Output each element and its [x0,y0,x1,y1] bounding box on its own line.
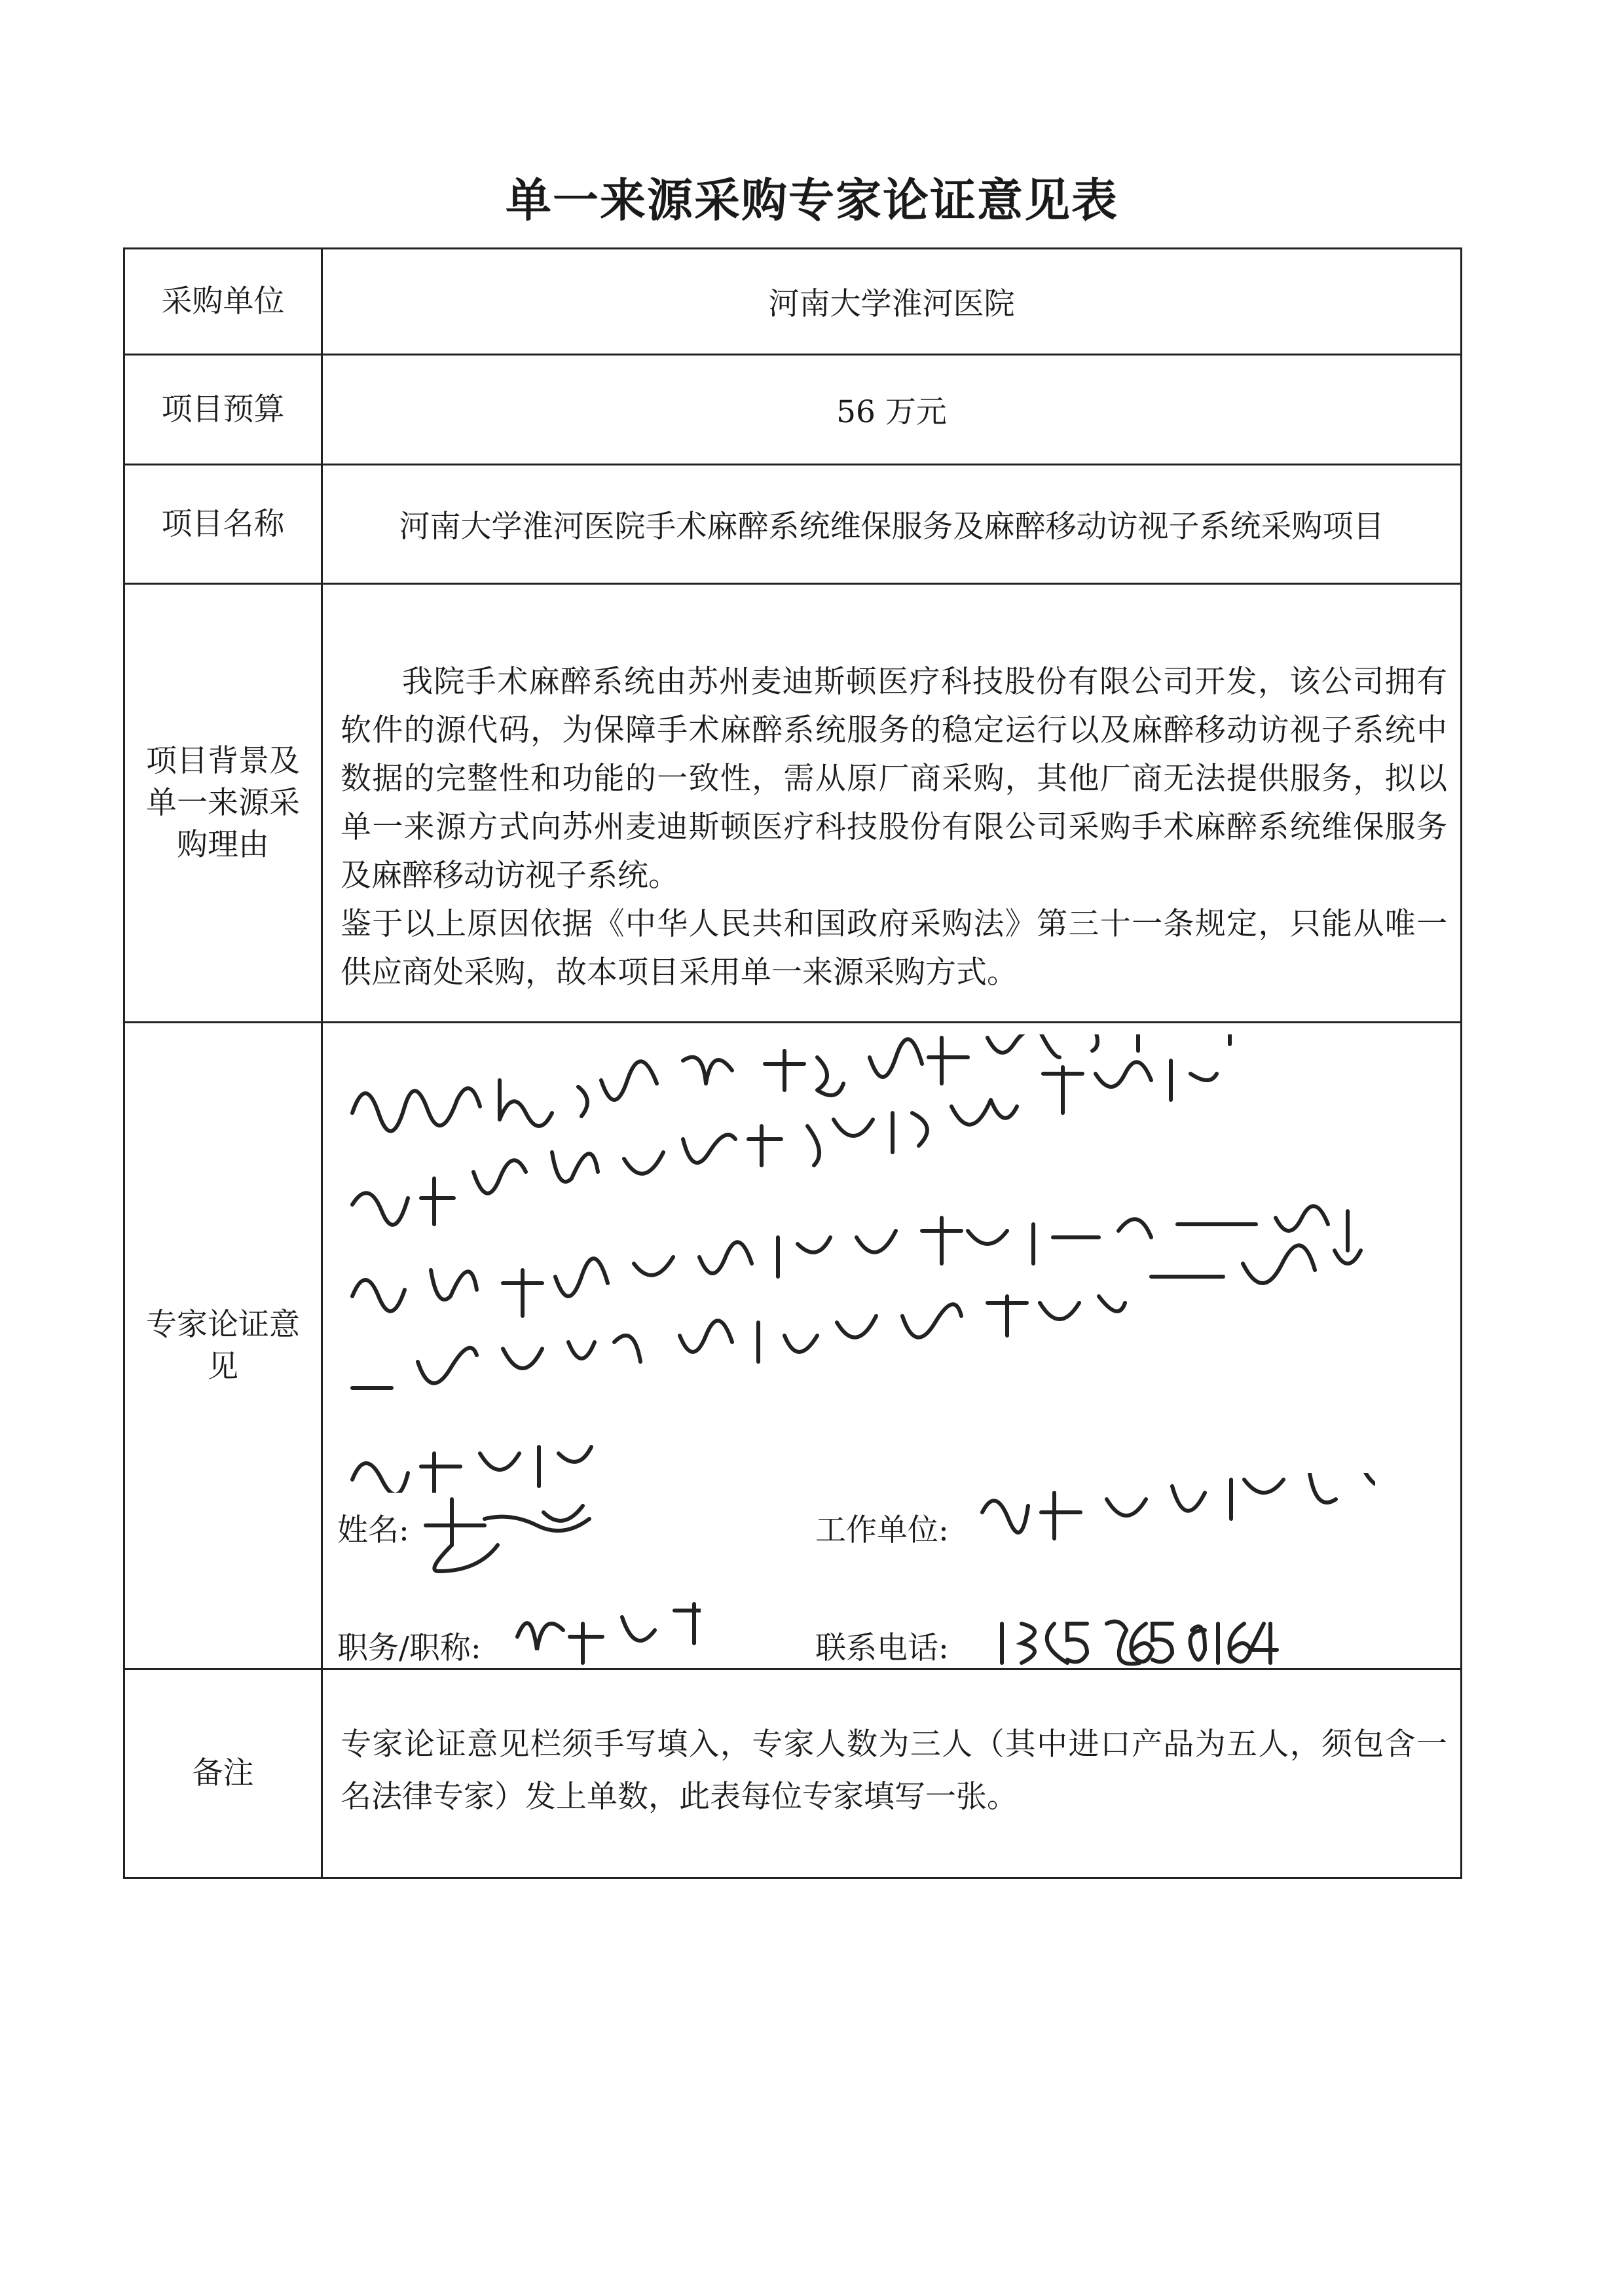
expert-opinion-label: 专家论证意见 [146,1306,300,1385]
phone-handwriting [989,1604,1297,1669]
background-label: 项目背景及单一来源采购理由 [146,742,300,863]
purchaser-value: 河南大学淮河医院 [768,286,1015,322]
handwritten-opinion [323,1034,1460,1493]
row-divider [123,1021,1462,1023]
job-title-handwriting [504,1597,701,1669]
budget-value: 56 万元 [836,394,947,430]
name-signature [413,1486,609,1578]
remark-label: 备注 [192,1755,254,1791]
job-title-label: 职务/职称: [337,1630,481,1666]
background-text [341,658,1447,997]
phone-label: 联系电话: [815,1630,949,1666]
purchaser-label: 采购单位 [161,283,285,319]
form-title: 单一来源采购专家论证意见表 [506,173,1118,227]
remark-text: 专家论证意见栏须手写填入，专家人数为三人（其中进口产品为五人，须包含一名法律专家）发上单数，此表每位专家填写一张。 [341,1726,1447,1815]
work-unit-handwriting [969,1473,1375,1552]
row-divider [123,583,1462,585]
work-unit-label: 工作单位: [815,1512,949,1548]
project-name-value: 河南大学淮河医院手术麻醉系统维保服务及麻醉移动访视子系统采购项目 [399,509,1384,545]
budget-label: 项目预算 [161,391,285,428]
name-label: 姓名: [337,1512,409,1548]
background-paragraph-2: 鉴于以上原因依据《中华人民共和国政府采购法》第三十一条规定，只能从唯一供应商处采购，故本项目采用单一来源采购方式。 [341,906,1447,991]
background-paragraph-1: 我院手术麻醉系统由苏州麦迪斯顿医疗科技股份有限公司开发，该公司拥有软件的源代码，为保障手术麻醉系统服务的稳定运行以及麻醉移动访视子系统中数据的完整性和功能的一致性，需从原厂商采购，其他厂商无法提供服务，拟以单一来源方式向苏州麦迪斯顿医疗科技股份有限公司采购手术麻醉系统维保服务及麻醉移动访视子系统。 [341,664,1447,894]
project-name-label: 项目名称 [161,505,285,542]
